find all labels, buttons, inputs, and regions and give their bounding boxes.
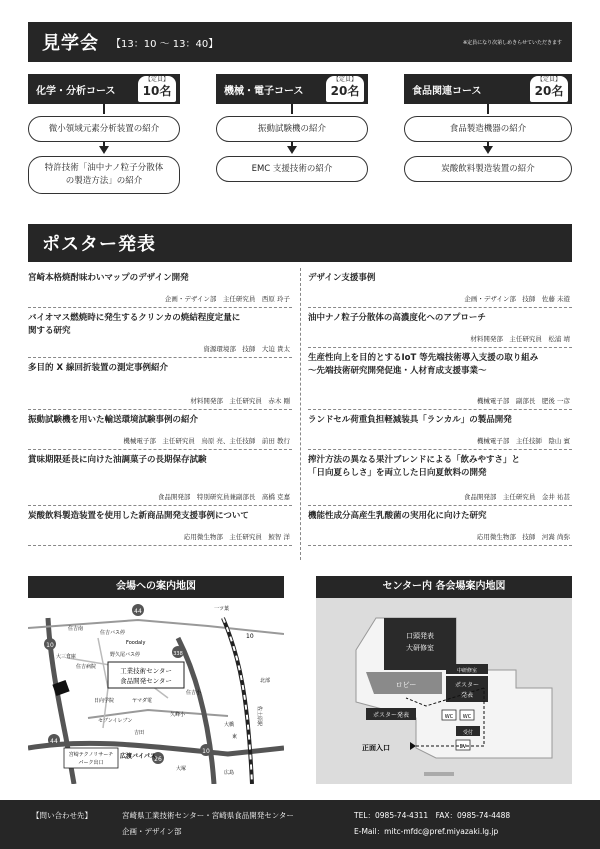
- tour-step: 微小領域元素分析装置の紹介: [28, 116, 180, 142]
- floor-map-title: センター内 各会場案内地図: [316, 576, 572, 598]
- poster-banner: [28, 224, 572, 262]
- svg-text:日向学院: 日向学院: [94, 698, 115, 704]
- tour-step: 食品製造機器の紹介: [404, 116, 572, 142]
- poster-item-authors: 材料開発部 主任研究員 赤木 剛: [190, 397, 290, 405]
- org-name: 宮崎県工業技術センター・宮崎県食品開発センター: [122, 811, 294, 820]
- poster-title: ポスター発表: [42, 234, 156, 255]
- poster-item-title: 振動試験機を用いた輸送環境試験事例の紹介: [28, 415, 199, 425]
- footer: [0, 800, 600, 849]
- poster-item-title: 油中ナノ粒子分散体の高濃度化へのアプローチ: [308, 313, 486, 323]
- tour-step: 炭酸飲料製造装置の紹介: [404, 156, 572, 182]
- svg-text:久峰小: 久峰小: [170, 712, 186, 718]
- poster-item: [308, 308, 572, 348]
- poster-item-authors: 材料開発部 主任研究員 松浦 靖: [470, 335, 570, 343]
- svg-text:住吉病院: 住吉病院: [76, 664, 97, 670]
- course-mechanical: [216, 74, 368, 104]
- course-name: 機械・電子コース: [224, 85, 304, 97]
- poster-item: [28, 268, 292, 308]
- venue-label: 工業技術センター: [120, 667, 172, 675]
- poster-item-title: 搾汁方法の異なる果汁ブレンドによる「飲みやすさ」と 「日向夏らしさ」を両立した日向夏飲料の開発: [308, 455, 520, 478]
- poster-list-left: [28, 268, 292, 546]
- tour-step: 特許技術「油中ナノ粒子分散体 の製造方法」の紹介: [28, 156, 180, 194]
- poster-item: [308, 410, 572, 450]
- poster-item-authors: 機械電子部 副部長 肥後 一彦: [476, 397, 570, 405]
- bypass-label: 広渡バイパス: [120, 753, 156, 760]
- svg-text:パーク出口: パーク出口: [78, 760, 104, 766]
- svg-text:大橋: 大橋: [224, 722, 235, 728]
- svg-text:セブンイレブン: セブンイレブン: [98, 718, 133, 724]
- poster-item-authors: 資源環境部 技師 大迫 貴太: [203, 345, 290, 353]
- capacity-label: 【定員】: [536, 76, 561, 83]
- venue-label: 食品開発センター: [120, 677, 172, 685]
- poster-item: [28, 410, 292, 450]
- route-shield: 10: [46, 642, 54, 649]
- arrow-down-icon: [99, 146, 109, 154]
- route-shield: 10: [202, 748, 210, 755]
- poster-item-title: ランドセル荷重負担軽減装具「ランカル」の製品開発: [308, 415, 512, 425]
- svg-text:ポスター発表: ポスター発表: [372, 712, 410, 719]
- poster-item-authors: 食品開発部 主任研究員 金井 祐甚: [463, 493, 570, 501]
- poster-item-authors: 応用微生物部 主任研究員 鮫智 洋: [183, 533, 290, 541]
- poster-item: [28, 308, 292, 358]
- tour-step: 振動試験機の紹介: [216, 116, 368, 142]
- route-shield: 44: [50, 738, 58, 745]
- route-shield: 338: [173, 651, 183, 657]
- access-map: [28, 576, 284, 784]
- room-label: 大研修室: [406, 644, 434, 652]
- access-map-drawing: [28, 598, 284, 784]
- poster-item-title: 賞味期限延長に向けた油調菓子の長期保存試験: [28, 455, 207, 465]
- svg-text:東: 東: [232, 734, 238, 740]
- poster-item-title: 機能性成分高産生乳酸菌の実用化に向けた研究: [308, 511, 487, 521]
- poster-item: [308, 268, 572, 308]
- tour-time: 【13：10 ～ 13：40】: [111, 38, 219, 50]
- poster-item-authors: 食品開発部 特別研究員兼副部長 髙橋 克嘉: [157, 493, 290, 501]
- connector-line: [291, 104, 293, 114]
- arrow-down-icon: [483, 146, 493, 154]
- capacity-value: 20名: [330, 84, 360, 98]
- tour-title: 見学会: [42, 33, 99, 54]
- svg-text:EV: EV: [459, 744, 467, 750]
- tour-note: ※定員になり次第しめきらせていただきます: [462, 39, 562, 46]
- poster-item-title: デザイン支援事例: [308, 273, 376, 283]
- room-label: 口頭発表: [406, 632, 434, 640]
- room-label: 発表: [460, 692, 474, 699]
- email-link[interactable]: E-Mail：mitc-mfdc@pref.miyazaki.lg.jp: [354, 827, 499, 836]
- svg-text:住吉南: 住吉南: [68, 626, 84, 632]
- poster-item: [28, 450, 292, 506]
- course-food: [404, 74, 572, 104]
- route-shield: 44: [134, 608, 142, 615]
- svg-text:大塚: 大塚: [176, 766, 187, 772]
- svg-text:10: 10: [246, 633, 254, 640]
- capacity-badge: [138, 76, 176, 102]
- phone-fax: TEL：0985-74-4311 FAX：0985-74-4488: [354, 811, 511, 820]
- svg-text:WC: WC: [462, 714, 472, 720]
- capacity-label: 【定員】: [332, 76, 357, 83]
- svg-text:受付: 受付: [462, 730, 474, 736]
- poster-list-right: [308, 268, 572, 546]
- poster-item-authors: 機械電子部 主任研究員 鳥原 亮、主任技師 前田 教行: [123, 437, 290, 445]
- poster-item: [308, 348, 572, 410]
- poster-item-title: 生産性向上を目的とするIoT 等先端技術導入支援の取り組み ～先端技術研究開発促進・人材育成支援事業～: [308, 353, 539, 376]
- poster-item-authors: 機械電子部 主任技師 陰山 賓: [476, 437, 570, 445]
- room-label: ロビー: [395, 681, 417, 689]
- capacity-badge: [326, 76, 364, 102]
- poster-item: [308, 506, 572, 546]
- org-department: 企画・デザイン部: [122, 827, 182, 836]
- tour-banner: [28, 22, 572, 62]
- connector-line: [103, 104, 105, 114]
- poster-item-authors: 企画・デザイン部 主任研究員 西原 玲子: [164, 295, 290, 303]
- poster-item-title: バイオマス燃焼時に発生するクリンカの焼結程度定量に 関する研究: [28, 313, 241, 336]
- poster-item-authors: 応用微生物部 技師 河嵩 尚弥: [476, 533, 570, 541]
- capacity-label: 【定員】: [144, 76, 169, 83]
- inquiry-label: 【問い合わせ先】: [32, 811, 92, 820]
- room-label: 中研修室: [456, 668, 478, 674]
- svg-text:住吉バス停: 住吉バス停: [100, 630, 126, 636]
- svg-text:野久尾バス停: 野久尾バス停: [110, 652, 141, 658]
- room-label: ポスター: [454, 682, 480, 689]
- poster-item: [28, 506, 292, 546]
- poster-item-title: 多目的 X 線回折装置の測定事例紹介: [28, 363, 168, 373]
- svg-text:WC: WC: [444, 714, 454, 720]
- course-name: 食品関連コース: [412, 85, 482, 97]
- svg-text:北部: 北部: [260, 678, 271, 684]
- svg-text:ヤマダ電: ヤマダ電: [132, 698, 153, 704]
- access-map-title: 会場への案内地図: [28, 576, 284, 598]
- capacity-value: 10名: [142, 84, 172, 98]
- connector-line: [487, 104, 489, 114]
- route-shield: 26: [154, 756, 162, 763]
- capacity-value: 20名: [534, 84, 564, 98]
- arrow-down-icon: [287, 146, 297, 154]
- floor-map-drawing: [316, 598, 572, 784]
- svg-text:一ツ葉: 一ツ葉: [214, 606, 230, 612]
- capacity-badge: [530, 76, 568, 102]
- column-divider: [300, 268, 301, 560]
- svg-text:佐土原駅: 佐土原駅: [256, 706, 262, 727]
- poster-item-title: 炭酸飲料製造装置を使用した新商品開発支援事例について: [28, 511, 249, 521]
- svg-text:宮崎テクノリサーチ: 宮崎テクノリサーチ: [68, 752, 114, 758]
- course-chemistry: [28, 74, 180, 104]
- svg-text:住吉小: 住吉小: [186, 690, 202, 696]
- svg-text:吉田: 吉田: [134, 730, 145, 736]
- entrance-label: 正面入口: [362, 744, 390, 752]
- tour-step: EMC 支援技術の紹介: [216, 156, 368, 182]
- poster-item: [308, 450, 572, 506]
- poster-item-authors: 企画・デザイン部 技師 佐藤 未遊: [464, 295, 570, 303]
- floor-map: [316, 576, 572, 784]
- poster-item-title: 宮崎本格焼酎味わいマップのデザイン開発: [28, 273, 189, 283]
- course-name: 化学・分析コース: [36, 85, 116, 97]
- svg-text:広島: 広島: [224, 770, 235, 776]
- poster-item: [28, 358, 292, 410]
- svg-text:大三倉庫: 大三倉庫: [56, 654, 77, 660]
- svg-text:Foodaly: Foodaly: [126, 640, 146, 646]
